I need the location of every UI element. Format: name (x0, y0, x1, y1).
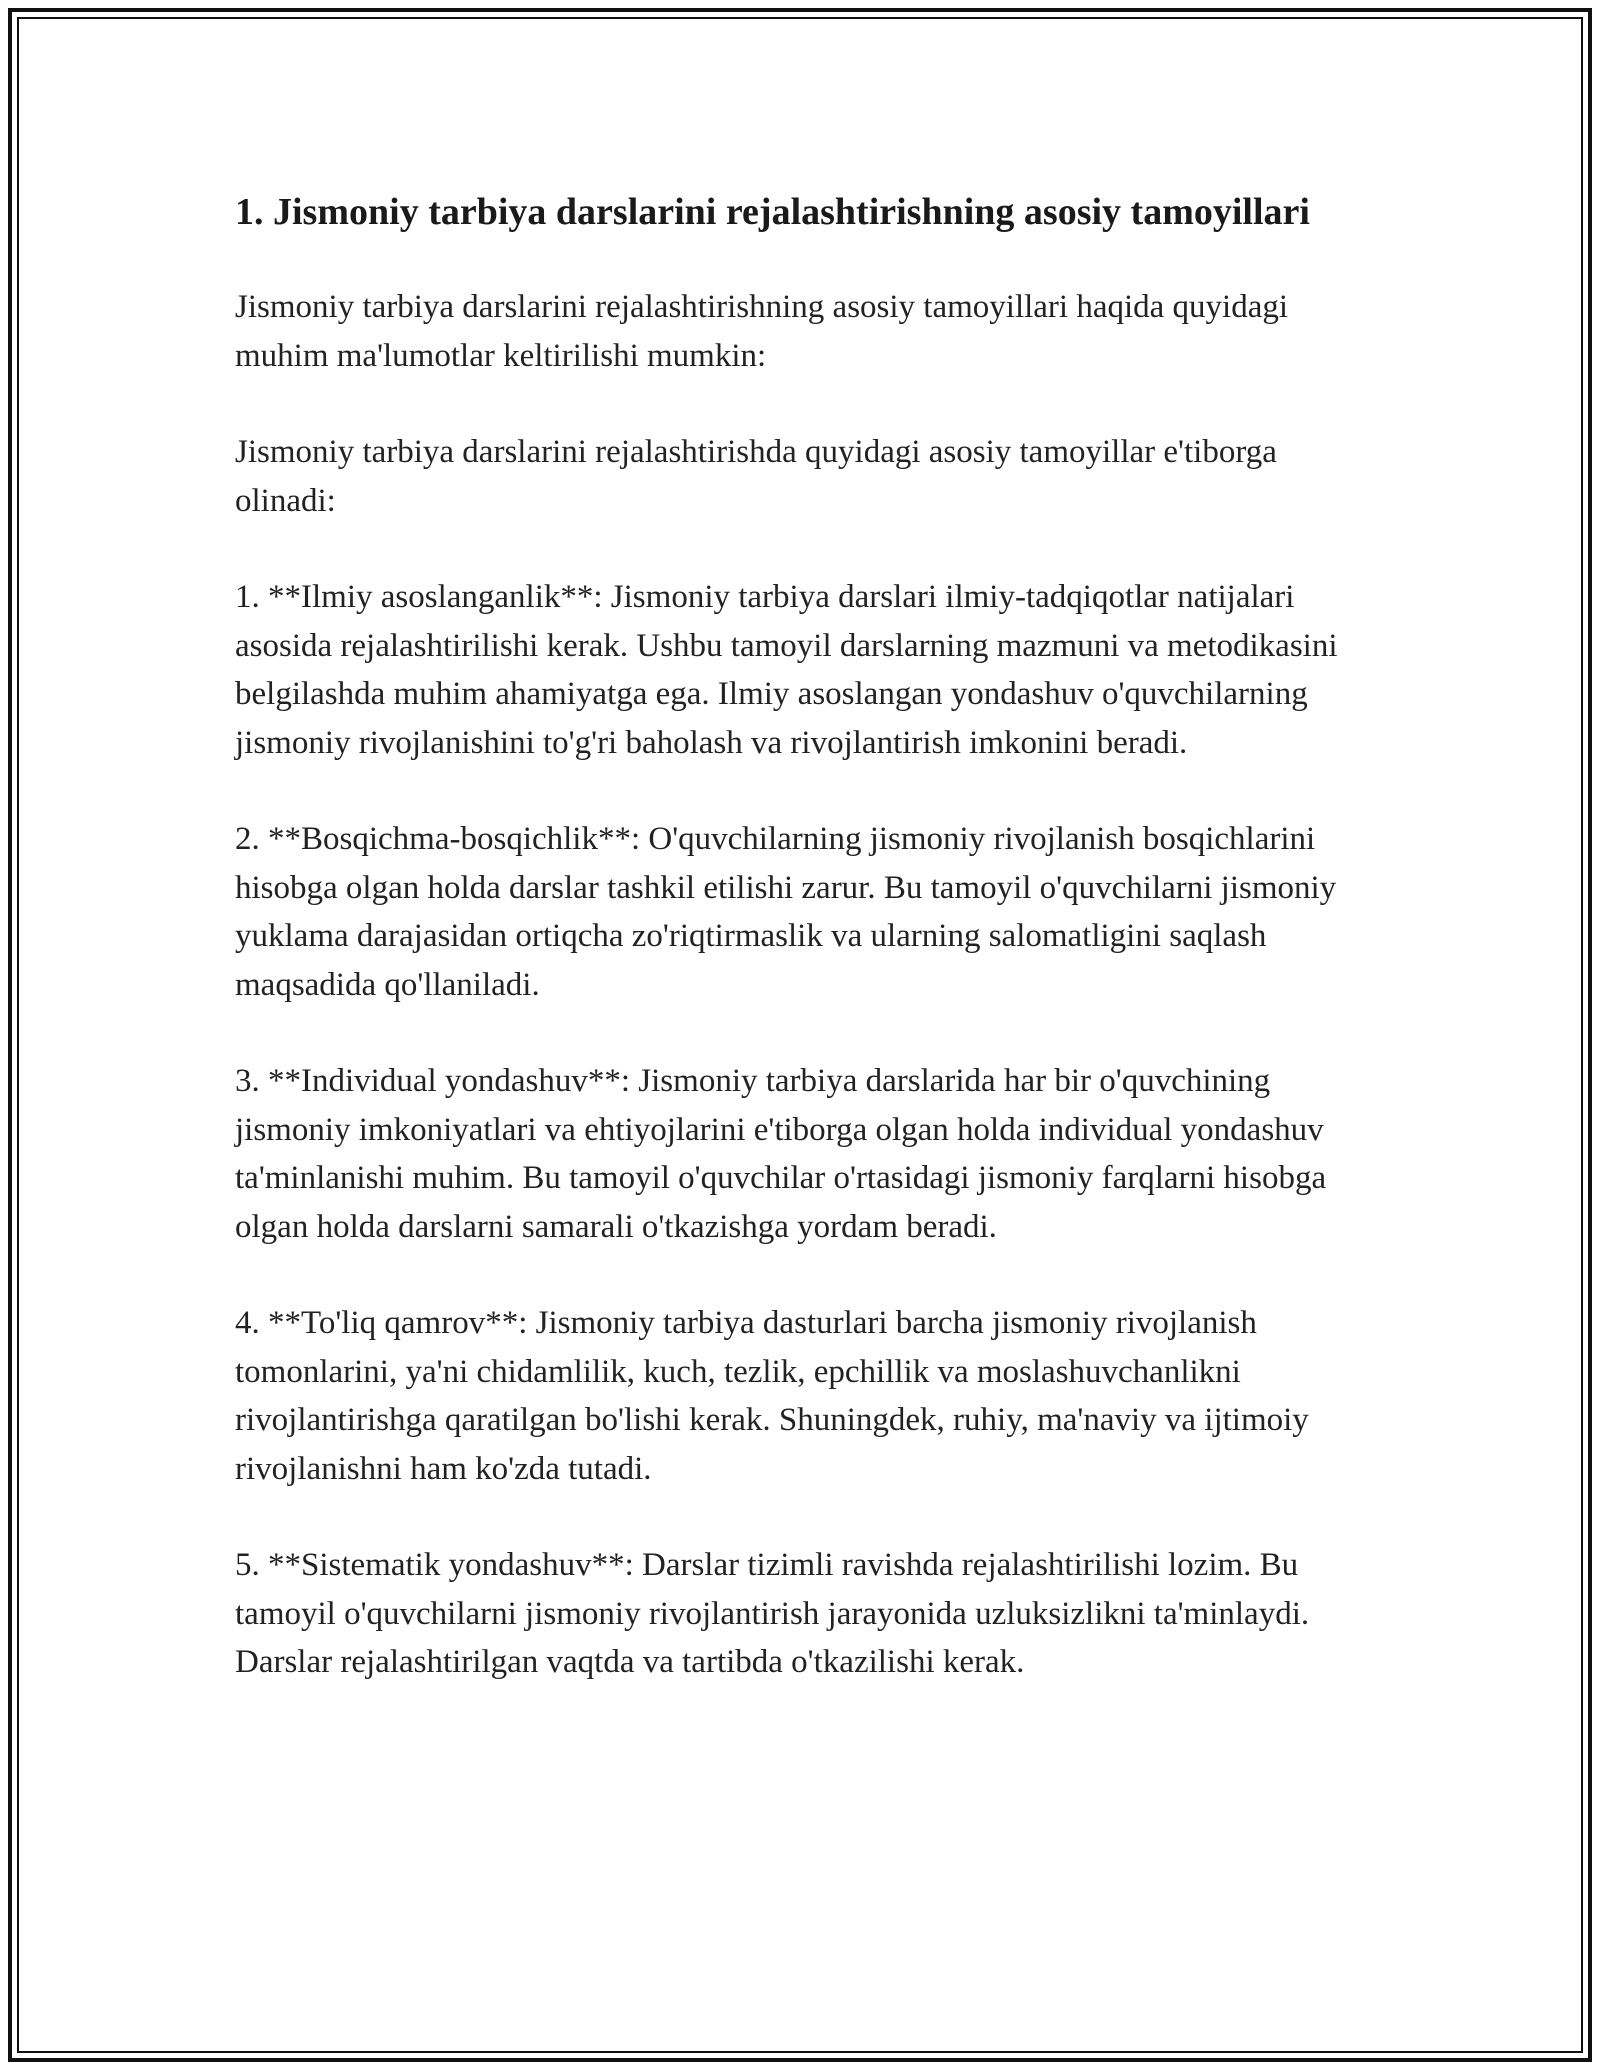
document-body (235, 185, 1370, 1735)
section-heading: 1. Jismoniy tarbiya darslarini rejalashtirishning asosiy tamoyillari (235, 191, 1310, 233)
principle-step-by-step: 2. **Bosqichma-bosqichlik**: O'quvchilarning jismoniy rivojlanish bosqichlarini hisobga olgan holda darslar tashkil etilishi zarur. Bu tamoyil o'quvchilarni jismoniy yuklama darajasidan ortiqcha zo'riqtirmaslik va ularning salomatligini saqlash maqsadida qo'llaniladi. (235, 821, 1337, 1003)
principle-individual-approach: 3. **Individual yondashuv**: Jismoniy tarbiya darslarida har bir o'quvchining jismoniy imkoniyatlari va ehtiyojlarini e'tiborga olgan holda individual yondashuv ta'minlanishi muhim. Bu tamoyil o'quvchilar o'rtasidagi jismoniy farqlarni hisobga olgan holda darslarni samarali o'tkazishga yordam beradi. (235, 1063, 1327, 1245)
principle-full-coverage: 4. **To'liq qamrov**: Jismoniy tarbiya dasturlari barcha jismoniy rivojlanish tomonlarini, ya'ni chidamlilik, kuch, tezlik, epchillik va moslashuvchanlikni rivojlantirishga qaratilgan bo'lishi kerak. Shuningdek, ruhiy, ma'naviy va ijtimoiy rivojlanishni ham ko'zda tutadi. (235, 1305, 1309, 1487)
intro-paragraph: Jismoniy tarbiya darslarini rejalashtirishning asosiy tamoyillari haqida quyidagi muhim ma'lumotlar keltirilishi mumkin: (235, 289, 1289, 374)
principle-systematic-approach: 5. **Sistematik yondashuv**: Darslar tizimli ravishda rejalashtirilishi lozim. Bu tamoyil o'quvchilarni jismoniy rivojlantirish jarayonida uzluksizlikni ta'minlaydi. Darslar rejalashtirilgan vaqtda va tartibda o'tkazilishi kerak. (235, 1547, 1310, 1680)
lead-in-paragraph: Jismoniy tarbiya darslarini rejalashtirishda quyidagi asosiy tamoyillar e'tiborga olinadi: (235, 434, 1277, 519)
principle-scientific-basis: 1. **Ilmiy asoslanganlik**: Jismoniy tarbiya darslari ilmiy-tadqiqotlar natijalari asosida rejalashtirilishi kerak. Ushbu tamoyil darslarning mazmuni va metodikasini belgilashda muhim ahamiyatga ega. Ilmiy asoslangan yondashuv o'quvchilarning jismoniy rivojlanishini to'g'ri baholash va rivojlantirish imkonini beradi. (235, 579, 1338, 761)
